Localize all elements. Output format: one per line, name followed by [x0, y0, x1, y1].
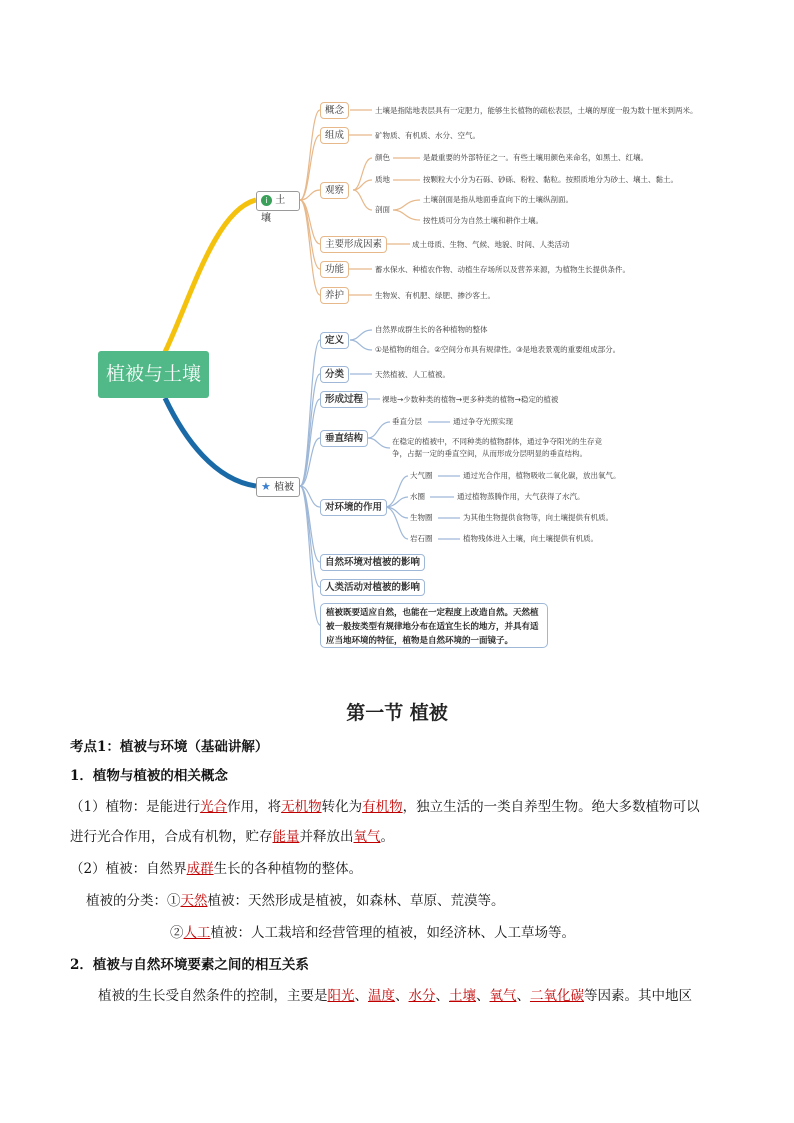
effect-item-name: 生物圈 — [410, 513, 433, 522]
node-function: 功能 — [320, 261, 349, 278]
vertical-text2: 争，占据一定的垂直空间，从而形成分层明显的垂直结构。 — [392, 449, 587, 458]
node-observe: 观察 — [320, 182, 349, 199]
soil-branch-label: 土壤 — [261, 195, 286, 224]
node-definition: 定义 — [320, 332, 349, 349]
section-2-heading: 2．植被与自然环境要素之间的相互关系 — [70, 957, 309, 973]
para-classify-natural: 植被的分类：①天然植被：天然形成是植被，如森林、草原、荒漠等。 — [86, 893, 505, 909]
veg-branch-label: 植被 — [274, 482, 295, 493]
effect-item-name: 大气圈 — [410, 471, 433, 480]
soil-branch — [256, 191, 300, 224]
para-plant-cont: 进行光合作用，合成有机物，贮存能量并释放出氧气。 — [70, 829, 394, 845]
node-protect: 养护 — [320, 287, 349, 304]
observe-texture-label: 质地 — [375, 175, 390, 184]
classify-text: 天然植被、人工植被。 — [375, 370, 450, 379]
node-factors: 主要形成因素 — [320, 236, 387, 253]
composition-text: 矿物质、有机质、水分、空气。 — [375, 131, 480, 140]
definition-text1: 自然界成群生长的各种植物的整体 — [375, 325, 488, 334]
effect-item-name: 岩石圈 — [410, 534, 433, 543]
function-text: 蓄水保水、种植农作物、动植生存场所以及营养来源，为植物生长提供条件。 — [375, 265, 630, 274]
summary-note: 植被既要适应自然，也能在一定程度上改造自然。天然植被一般按类型有规律地分布在适宜生长的地方，并具有适应当地环境的特征，植物是自然环境的一面镜子。 — [320, 603, 548, 648]
node-effect: 对环境的作用 — [320, 499, 387, 516]
section-1-heading: 1．植物与植被的相关概念 — [70, 768, 228, 784]
page-title: 第一节 植被 — [346, 702, 448, 724]
node-classify: 分类 — [320, 366, 349, 383]
effect-item-name: 水圈 — [410, 492, 425, 501]
node-composition: 组成 — [320, 127, 349, 144]
observe-color-label: 颜色 — [375, 153, 390, 162]
observe-profile-text1: 土壤剖面是指从地面垂直向下的土壤纵剖面。 — [423, 195, 573, 204]
node-human: 人类活动对植被的影响 — [320, 579, 425, 596]
vertical-sub-text: 通过争夺光照实现 — [453, 417, 513, 426]
node-process: 形成过程 — [320, 391, 368, 408]
observe-color-text: 是最重要的外部特征之一。有些土壤用颜色来命名，如黑土、红壤。 — [423, 153, 648, 162]
concept-text: 土壤是指陆地表层具有一定肥力，能够生长植物的疏松表层，土壤的厚度一般为数十厘米到两米。 — [375, 106, 698, 115]
node-natural-env: 自然环境对植被的影响 — [320, 554, 425, 571]
para-classify-artificial: ②人工植被：人工栽培和经营管理的植被，如经济林、人工草场等。 — [170, 925, 575, 941]
effect-item-text: 通过光合作用，植物吸收二氧化碳，放出氧气。 — [463, 471, 621, 480]
star-icon: ★ — [261, 480, 271, 493]
protect-text: 生物炭、有机肥、绿肥、掺沙客土。 — [375, 291, 495, 300]
effect-item-text: 通过植物蒸腾作用，大气获得了水汽。 — [457, 492, 585, 501]
factors-text: 成土母质、生物、气候、地貌、时间、人类活动 — [412, 240, 570, 249]
vertical-text1: 在稳定的植被中，不同种类的植物群体，通过争夺阳光的生存竞 — [392, 437, 602, 446]
kaodian-heading: 考点1：植被与环境（基础讲解） — [70, 739, 269, 755]
node-vertical: 垂直结构 — [320, 430, 368, 447]
info-icon: i — [261, 195, 272, 206]
veg-branch — [256, 477, 300, 497]
para-plant: （1）植物：是能进行光合作用，将无机物转化为有机物，独立生活的一类自养型生物。绝大多数植物可以 — [70, 799, 700, 815]
para-factors: 植被的生长受自然条件的控制，主要是阳光、温度、水分、土壤、氧气、二氧化碳等因素。其中地区 — [98, 988, 692, 1004]
observe-profile-text2: 按性质可分为自然土壤和耕作土壤。 — [423, 216, 543, 225]
vertical-sub: 垂直分层 — [392, 417, 422, 426]
observe-texture-text: 按颗粒大小分为石砾、砂砾、粉粒、黏粒。按照质地分为砂土、壤土、黏土。 — [423, 175, 678, 184]
mindmap-root: 植被与土壤 — [98, 351, 209, 398]
node-concept: 概念 — [320, 102, 349, 119]
effect-item-text: 为其他生物提供食物等，向土壤提供有机质。 — [463, 513, 613, 522]
observe-profile-label: 剖面 — [375, 205, 390, 214]
process-text: 裸地→少数种类的植物→更多种类的植物→稳定的植被 — [382, 395, 559, 404]
para-vegetation: （2）植被：自然界成群生长的各种植物的整体。 — [70, 861, 363, 877]
definition-text2: ①是植物的组合。②空间分布具有规律性。③是地表景观的重要组成部分。 — [375, 345, 621, 354]
effect-item-text: 植物残体进入土壤，向土壤提供有机质。 — [463, 534, 598, 543]
